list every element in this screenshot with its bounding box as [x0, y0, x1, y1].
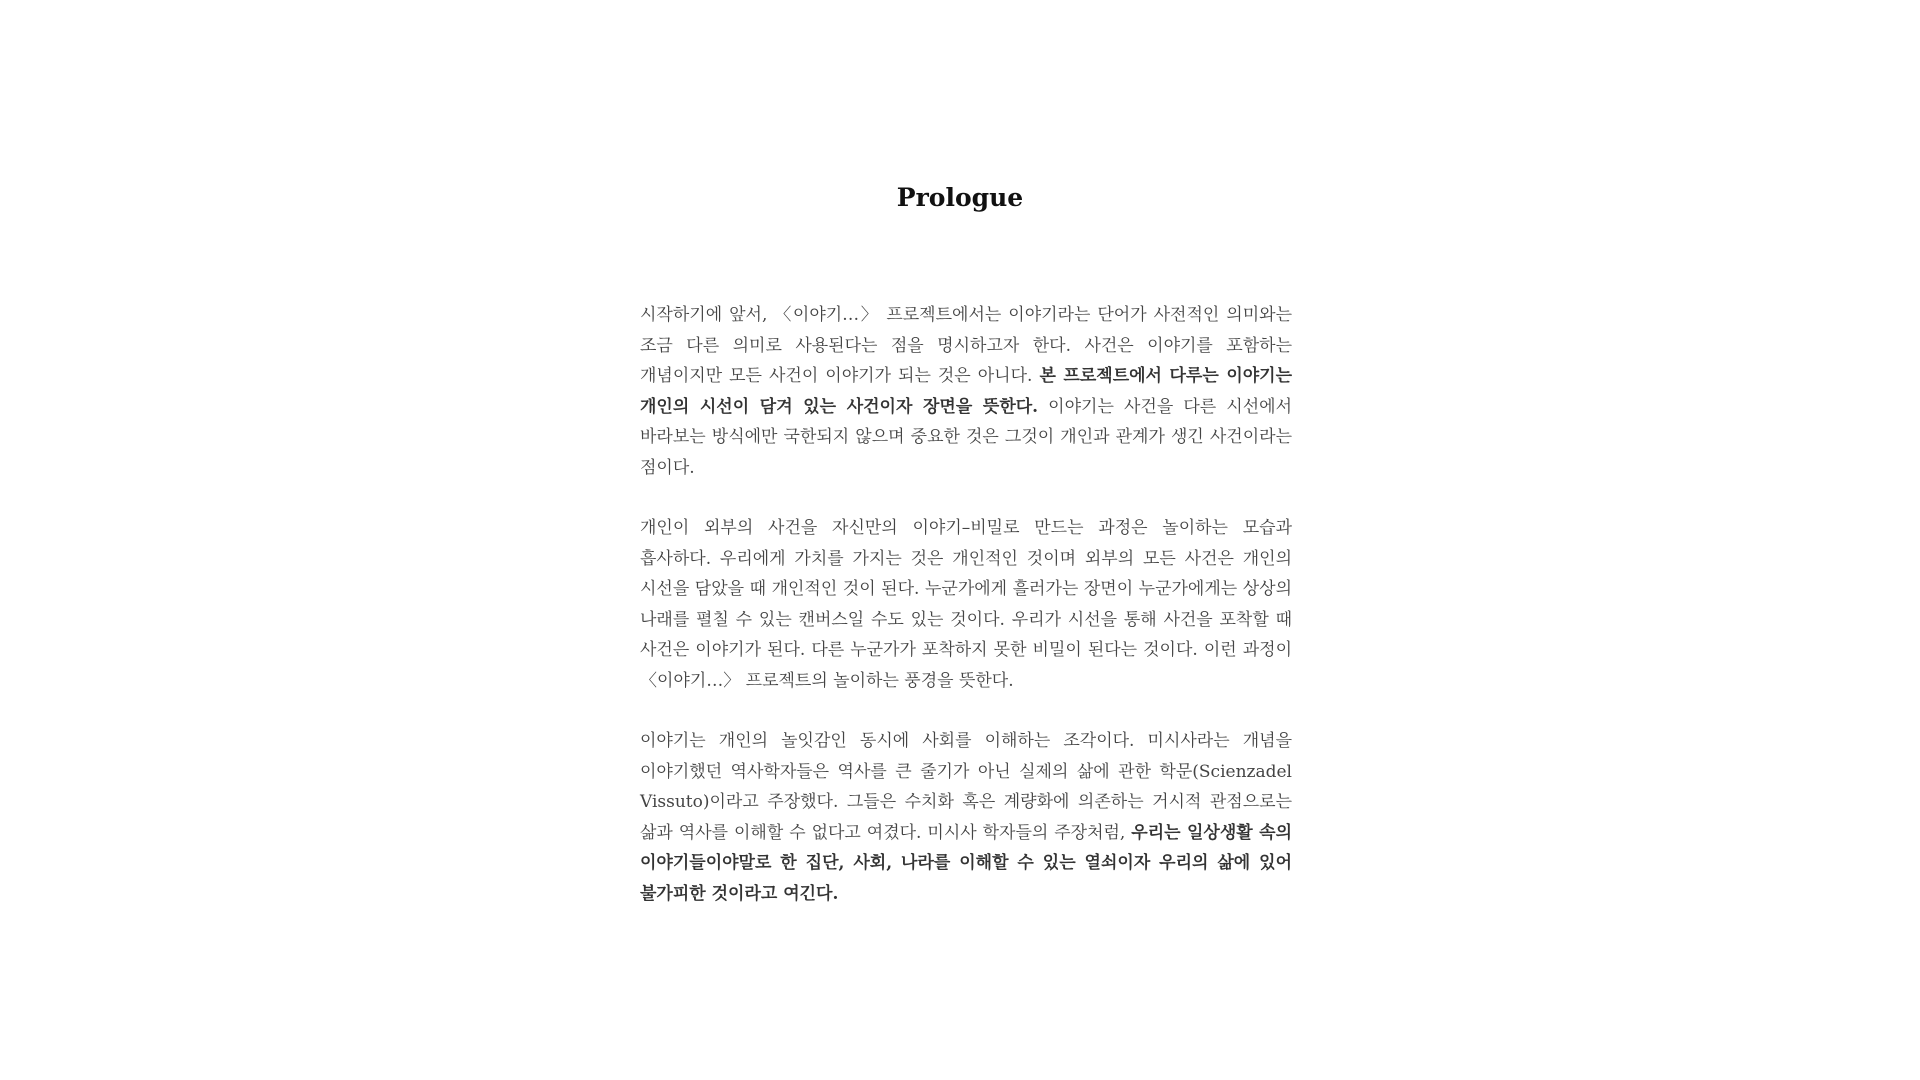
text-run: 이야기는 개인의 놀잇감인 동시에 사회를 이해하는 조각이다. 미시사라는 개념을 이야기했던 역사학자들은 역사를 큰 줄기가 아닌 실제의 삶에 관한 학문(Scienzadel Vissuto)이라고 주장했다. 그들은 수치화 혹은 계량화에 의존하는 거시적 관점으로는 삶과 역사를 이해할 수 없다고 여겼다. 미시사 학자들의 주장처럼, [640, 731, 1292, 843]
emphasis-text: 본 프로젝트에서 다루는 이야기는 개인의 시선이 담겨 있는 사건이자 장면을 뜻한다. [640, 366, 1293, 417]
emphasis-text: 우리는 일상생활 속의 이야기들이야말로 한 집단, 사회, 나라를 이해할 수 있는 열쇠이자 우리의 삶에 있어 불가피한 것이라고 여긴다. [640, 822, 1292, 904]
prologue-body [640, 300, 1292, 939]
text-run: 이야기는 사건을 다른 시선에서 바라보는 방식에만 국한되지 않으며 중요한 것은 그것이 개인과 관계가 생긴 사건이라는 점이다. [640, 396, 1292, 478]
paragraph-1 [640, 300, 1292, 483]
paragraph-2 [640, 513, 1292, 696]
paragraph-3 [640, 726, 1292, 909]
text-run: 시작하기에 앞서, 〈이야기…〉 프로젝트에서는 이야기라는 단어가 사전적인 의미와는 조금 다른 의미로 사용된다는 점을 명시하고자 한다. 사건은 이야기를 포함하는 개념이지만 모든 사건이 이야기가 되는 것은 아니다. [640, 305, 1292, 386]
page-title: Prologue [896, 183, 1024, 212]
text-run: 개인이 외부의 사건을 자신만의 이야기–비밀로 만드는 과정은 놀이하는 모습과 흡사하다. 우리에게 가치를 가지는 것은 개인적인 것이며 외부의 모든 사건은 개인의 시선을 담았을 때 개인적인 것이 된다. 누군가에게 흘러가는 장면이 누군가에게는 상상의 나래를 펼칠 수 있는 캔버스일 수도 있는 것이다. 우리가 시선을 통해 사건을 포착할 때 사건은 이야기가 된다. 다른 누군가가 포착하지 못한 비밀이 된다는 것이다. 이런 과정이 〈이야기…〉 프로젝트의 놀이하는 풍경을 뜻한다. [640, 518, 1292, 691]
